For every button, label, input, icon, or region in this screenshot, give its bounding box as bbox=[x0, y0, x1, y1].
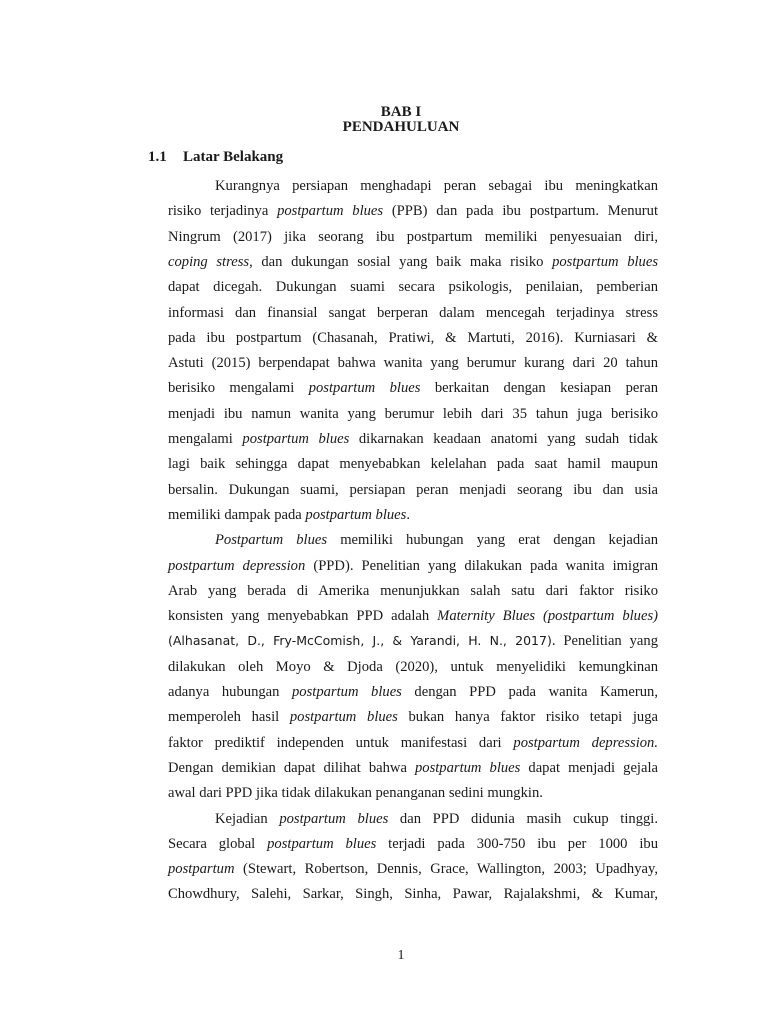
text-segment: , dan dukungan sosial yang baik maka risiko bbox=[249, 253, 553, 270]
italic-term: postpartum blues bbox=[277, 203, 384, 220]
chapter-title: PENDAHULUAN bbox=[342, 119, 460, 135]
text-segment: Kurangnya persiapan menghadapi peran sebagai ibu meningkatkan bbox=[215, 178, 658, 194]
text-line bbox=[215, 177, 658, 195]
text-line bbox=[168, 430, 658, 448]
text-segment: (Stewart, Robertson, Dennis, Grace, Wallington, 2003; Upadhyay, bbox=[234, 861, 658, 878]
text-segment: Ningrum (2017) jika seorang ibu postpartum memiliki penyesuaian diri, bbox=[168, 228, 658, 245]
text-segment: Dengan demikian dapat dilihat bahwa bbox=[168, 759, 415, 776]
text-line bbox=[168, 228, 658, 246]
text-segment: berisiko mengalami bbox=[168, 380, 309, 397]
text-line bbox=[168, 481, 658, 499]
italic-term: postpartum blues bbox=[305, 506, 407, 523]
text-segment: memiliki dampak pada bbox=[168, 506, 306, 523]
text-segment: pada ibu postpartum (Chasanah, Pratiwi, & Martuti, 2016). Kurniasari & bbox=[168, 329, 658, 346]
section-number: 1.1 bbox=[148, 149, 167, 165]
text-line bbox=[168, 734, 658, 752]
text-segment: lagi baik sehingga dapat menyebabkan kelelahan pada saat hamil maupun bbox=[168, 456, 658, 473]
chapter-label: BAB I bbox=[380, 104, 422, 120]
text-line bbox=[168, 708, 658, 726]
text-line bbox=[168, 329, 658, 347]
text-segment: Chowdhury, Salehi, Sarkar, Singh, Sinha, Pawar, Rajalakshmi, & Kumar, bbox=[168, 886, 658, 903]
text-line bbox=[168, 582, 658, 600]
text-segment: memiliki hubungan yang erat dengan kejadian bbox=[327, 532, 658, 549]
text-line bbox=[168, 455, 658, 473]
text-segment: . bbox=[406, 506, 410, 523]
text-line bbox=[168, 557, 658, 575]
italic-term: Maternity Blues (postpartum blues) bbox=[437, 608, 658, 625]
text-segment: awal dari PPD jika tidak dilakukan penanganan sedini mungkin. bbox=[168, 785, 543, 802]
text-segment: bersalin. Dukungan suami, persiapan peran menjadi seorang ibu dan usia bbox=[168, 481, 658, 498]
italic-term: postpartum blues bbox=[289, 709, 398, 726]
text-segment: Astuti (2015) berpendapat bahwa wanita yang berumur kurang dari 20 tahun bbox=[168, 355, 658, 372]
section-title: Latar Belakang bbox=[183, 149, 284, 165]
text-segment: bukan hanya faktor risiko tetapi juga bbox=[397, 709, 658, 726]
text-segment: dan PPD didunia masih cukup tinggi. bbox=[388, 810, 658, 827]
text-segment: dapat menjadi gejala bbox=[520, 759, 658, 776]
section-heading bbox=[148, 149, 283, 166]
text-segment: menjadi ibu namun wanita yang berumur lebih dari 35 tahun juga berisiko bbox=[168, 405, 658, 422]
italic-term: Postpartum blues bbox=[215, 532, 328, 549]
text-line bbox=[168, 607, 658, 625]
text-line bbox=[168, 304, 658, 322]
text-segment: Kejadian bbox=[215, 810, 280, 827]
text-segment: faktor prediktif independen untuk manifestasi dari bbox=[168, 734, 514, 751]
text-line bbox=[168, 784, 658, 802]
text-segment: adanya hubungan bbox=[168, 684, 292, 700]
text-line bbox=[168, 885, 658, 903]
text-segment: Arab yang berada di Amerika menunjukkan salah satu dari faktor risiko bbox=[168, 582, 658, 599]
italic-term: postpartum blues bbox=[414, 759, 521, 776]
italic-term: postpartum bbox=[168, 861, 235, 878]
text-line bbox=[168, 253, 658, 271]
text-segment: (PPB) dan pada ibu postpartum. Menurut bbox=[383, 203, 659, 220]
text-segment: berkaitan dengan kesiapan peran bbox=[420, 380, 658, 397]
text-line bbox=[168, 379, 658, 397]
text-segment: dengan PPD pada wanita Kamerun, bbox=[401, 684, 658, 700]
text-segment: dikarnakan keadaan anatomi yang sudah tidak bbox=[349, 431, 658, 447]
italic-term: postpartum depression bbox=[168, 557, 306, 574]
text-segment: terjadi pada 300-750 ibu per 1000 ibu bbox=[376, 835, 658, 852]
text-segment: (PPD). Penelitian yang dilakukan pada wanita imigran bbox=[305, 557, 659, 574]
italic-term: postpartum blues bbox=[279, 810, 389, 827]
text-segment: (Alhasanat, D., Fry-McComish, J., & Yarandi, H. N., 2017) bbox=[168, 633, 552, 649]
text-segment: dapat dicegah. Dukungan suami secara psikologis, penilaian, pemberian bbox=[168, 279, 658, 296]
italic-term: postpartum blues bbox=[292, 684, 402, 700]
text-segment: risiko terjadinya bbox=[168, 203, 278, 220]
text-line bbox=[168, 860, 658, 878]
text-segment: dilakukan oleh Moyo & Djoda (2020), untuk menyelidiki kemungkinan bbox=[168, 658, 658, 675]
italic-term: postpartum blues bbox=[552, 253, 658, 270]
text-line bbox=[168, 683, 658, 701]
italic-term: coping stress bbox=[168, 253, 250, 270]
text-line bbox=[168, 835, 658, 853]
text-line bbox=[215, 531, 658, 549]
text-line bbox=[168, 658, 658, 676]
text-segment: konsisten yang menyebabkan PPD adalah bbox=[168, 608, 438, 625]
italic-term: postpartum blues bbox=[267, 835, 377, 852]
text-line bbox=[215, 810, 658, 828]
italic-term: postpartum depression. bbox=[513, 734, 658, 751]
text-line bbox=[168, 759, 658, 777]
text-line bbox=[168, 632, 658, 650]
text-line bbox=[168, 202, 658, 220]
text-segment: memperoleh hasil bbox=[168, 709, 290, 726]
text-line bbox=[168, 405, 658, 423]
italic-term: postpartum blues bbox=[308, 380, 421, 397]
text-segment: . Penelitian yang bbox=[551, 633, 658, 650]
text-line bbox=[168, 278, 658, 296]
text-line bbox=[168, 354, 658, 372]
page-number: 1 bbox=[397, 948, 405, 963]
text-line bbox=[168, 506, 658, 524]
text-segment: informasi dan finansial sangat berperan dalam mencegah terjadinya stress bbox=[168, 304, 658, 321]
italic-term: postpartum blues bbox=[242, 431, 350, 447]
text-segment: mengalami bbox=[168, 431, 243, 447]
text-segment: Secara global bbox=[168, 835, 268, 852]
